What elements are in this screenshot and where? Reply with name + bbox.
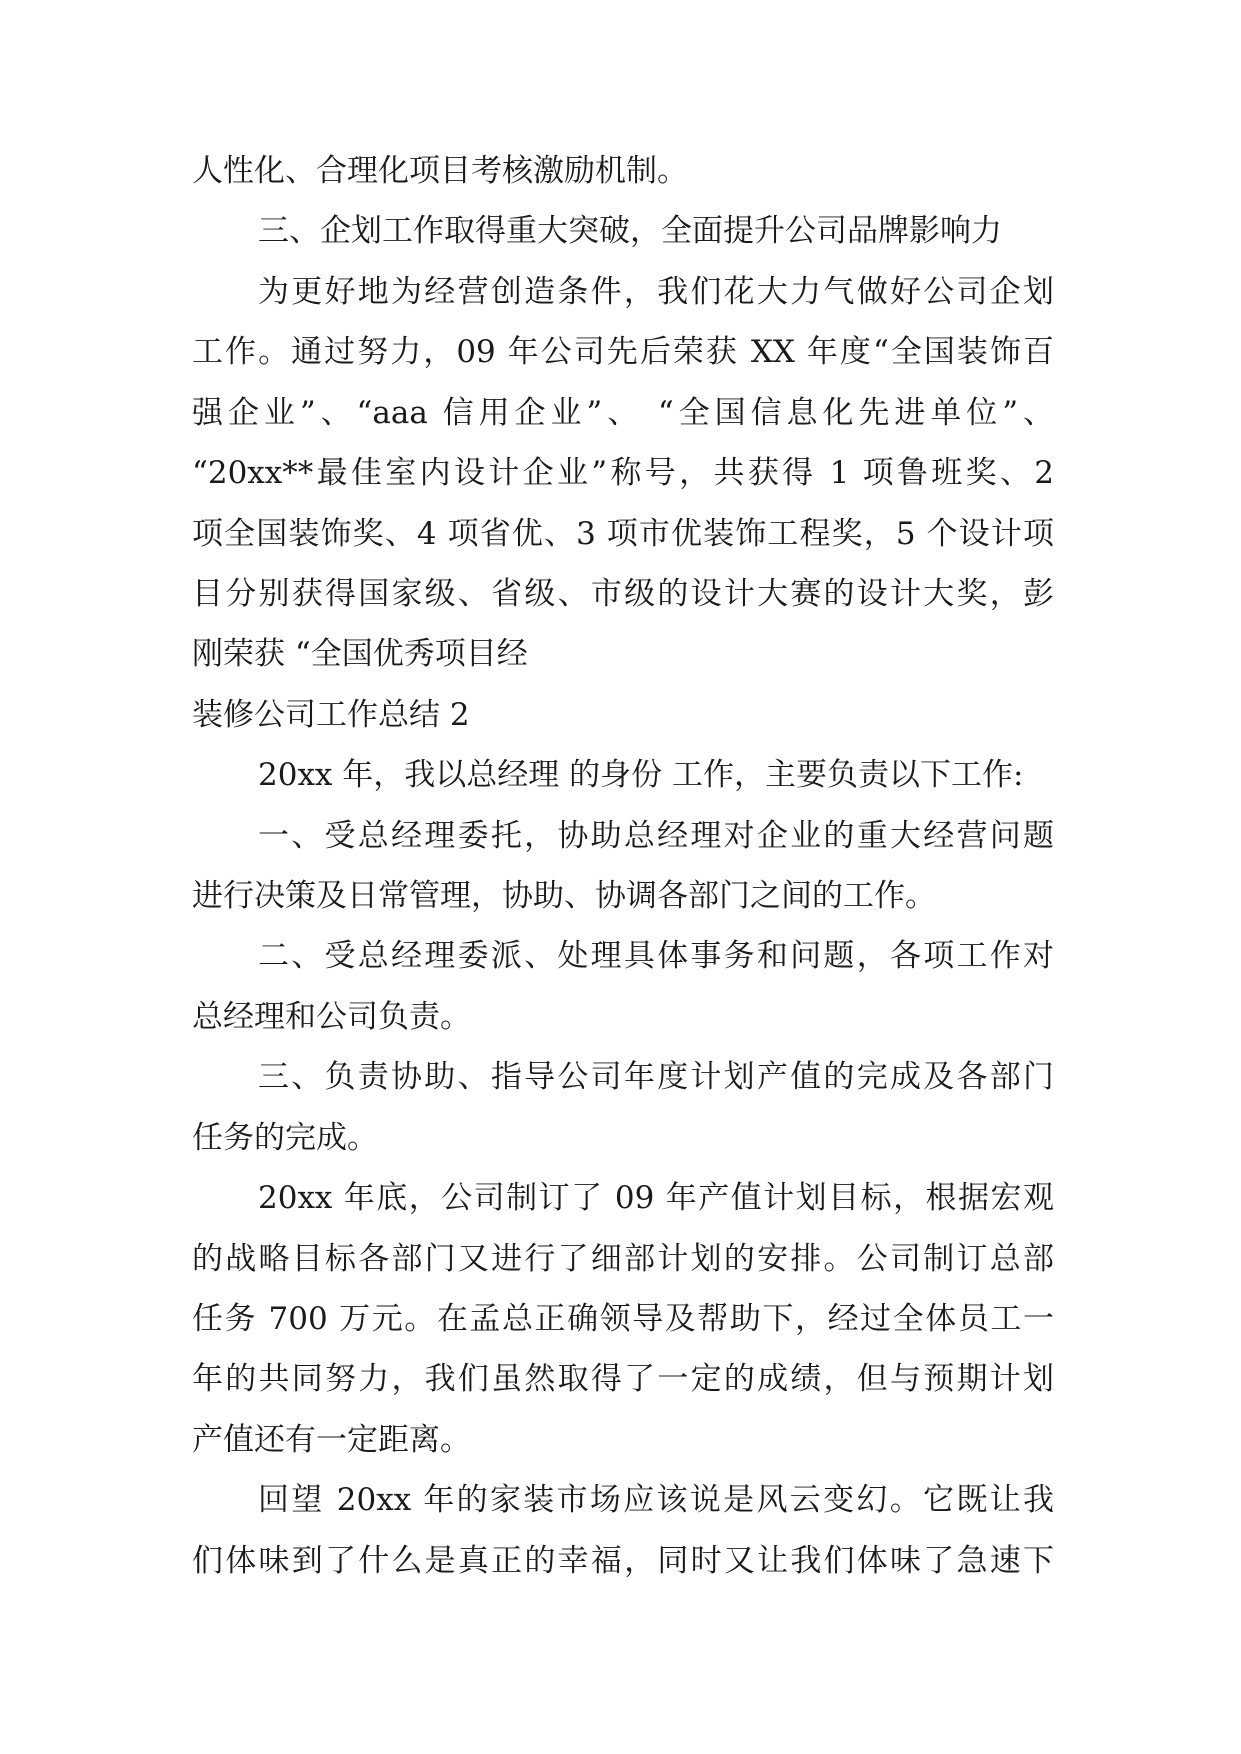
text-line-16: 三、负责协助、指导公司年度计划产值的完成及各部门 [258,1059,1054,1095]
text-line-18: 20xx 年底，公司制订了 09 年产值计划目标，根据宏观 [258,1180,1054,1216]
text-line-14: 二、受总经理委派、处理具体事务和问题，各项工作对 [258,938,1054,974]
text-line-23: 回望 20xx 年的家装市场应该说是风云变幻。它既让我 [258,1482,1054,1518]
document-title: 装修公司工作总结 2 [192,697,470,733]
text-line-12: 一、受总经理委托，协助总经理对企业的重大经营问题 [258,818,1054,854]
text-line-7: 项全国装饰奖、4 项省优、3 项市优装饰工程奖，5 个设计项 [192,516,1054,552]
text-line-9: 刚荣获 “全国优秀项目经 [192,636,528,672]
text-line-17: 任务的完成。 [192,1120,378,1156]
section-heading-3: 三、企划工作取得重大突破，全面提升公司品牌影响力 [258,213,1002,249]
text-line-24: 们体味到了什么是真正的幸福，同时又让我们体味了急速下 [192,1543,1054,1579]
text-line-4: 工作。通过努力，09 年公司先后荣获 XX 年度“全国装饰百 [192,334,1054,370]
text-line-20: 任务 700 万元。在孟总正确领导及帮助下，经过全体员工一 [192,1301,1054,1337]
text-line-6: “20xx**最佳室内设计企业”称号，共获得 1 项鲁班奖、2 [192,455,1054,491]
text-line-19: 的战略目标各部门又进行了细部计划的安排。公司制订总部 [192,1241,1054,1277]
text-line-13: 进行决策及日常管理，协助、协调各部门之间的工作。 [192,878,936,914]
text-line-15: 总经理和公司负责。 [192,999,471,1035]
text-line-21: 年的共同努力，我们虽然取得了一定的成绩，但与预期计划 [192,1361,1054,1397]
text-line-8: 目分别获得国家级、省级、市级的设计大赛的设计大奖，彭 [192,576,1054,612]
text-line-1: 人性化、合理化项目考核激励机制。 [192,153,688,189]
text-line-22: 产值还有一定距离。 [192,1422,471,1458]
text-line-3: 为更好地为经营创造条件，我们花大力气做好公司企划 [258,274,1054,310]
text-line-5: 强企业”、“aaa 信用企业”、 “全国信息化先进单位”、 [192,395,1054,431]
text-line-11: 20xx 年，我以总经理 的身份 工作，主要负责以下工作: [258,757,1024,793]
